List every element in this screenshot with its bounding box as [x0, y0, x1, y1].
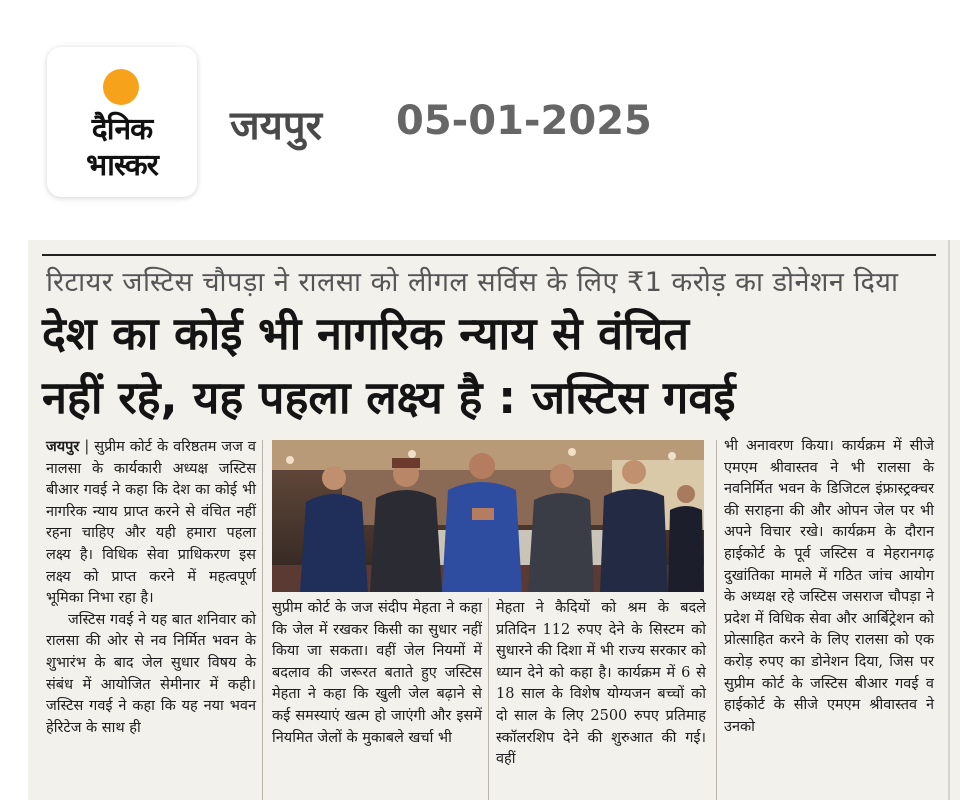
- side-rule: [948, 240, 950, 800]
- header: [0, 0, 960, 240]
- article-headline: [42, 302, 942, 430]
- headline-line2: नहीं रहे, यह पहला लक्ष्य है : जस्टिस गवई: [42, 371, 736, 424]
- article-column-2: [272, 598, 482, 749]
- logo-text-line2: भास्कर: [86, 148, 158, 183]
- dainik-bhaskar-logo: [47, 47, 197, 197]
- article-column-4: [724, 436, 934, 738]
- top-rule: [42, 254, 936, 256]
- paragraph-text: सुप्रीम कोर्ट के वरिष्ठतम जज व नालसा के कार्यकारी अध्यक्ष जस्टिस बीआर गवई ने कहा कि देश का कोई भी नागरिक न्याय प्राप्त करने से वंचित नहीं रहना चाहिए और यही हमारा पहला लक्ष्य है। विधिक सेवा प्राधिकरण इस लक्ष्य को प्राप्त करने में महत्वपूर्ण भूमिका निभा रहा है।: [46, 439, 256, 607]
- paragraph: भी अनावरण किया। कार्यक्रम में सीजे एमएम श्रीवास्तव ने भी रालसा के नवनिर्मित भवन के डिजिटल इंफ्रास्ट्रक्चर की सराहना की और ओपन जेल पर भी अपने विचार रखे। कार्यक्रम के दौरान हाईकोर्ट के पूर्व जस्टिस व मेहरानगढ़ दुखांतिका मामले में गठित जांच आयोग के अध्यक्ष रहे जस्टिस जसराज चौपड़ा ने प्रदेश में विधिक सेवा और आर्बिट्रेशन को प्रोत्साहित करने के लिए रालसा को एक करोड़ रुपए का डोनेशन दिया, जिस पर सुप्रीम कोर्ट के जस्टिस बीआर गवई व हाईकोर्ट के सीजे एमएम श्रीवास्तव ने उनको: [724, 438, 934, 735]
- logo-text-line1: दैनिक: [91, 112, 153, 147]
- event-photo-graphic: [272, 440, 704, 592]
- dateline: जयपुर: [46, 438, 80, 455]
- headline-line1: देश का कोई भी नागरिक न्याय से वंचित: [42, 307, 690, 360]
- newspaper-clipping: [28, 240, 960, 800]
- edition-city: जयपुर: [230, 103, 322, 149]
- edition-date: 05-01-2025: [396, 98, 652, 144]
- column-divider: [262, 440, 263, 800]
- sun-icon: [103, 69, 139, 105]
- event-photo: [272, 440, 704, 592]
- article-column-1: [46, 436, 256, 739]
- column-divider: [488, 598, 489, 800]
- article-kicker: रिटायर जस्टिस चौपड़ा ने रालसा को लीगल सर्विस के लिए ₹1 करोड़ का डोनेशन दिया: [46, 267, 899, 298]
- paragraph: सुप्रीम कोर्ट के जज संदीप मेहता ने कहा कि जेल में रखकर किसी का सुधार नहीं किया जा सकता। वहीं जेल नियमों में बदलाव की जरूरत बताते हुए जस्टिस मेहता ने कहा कि खुली जेल बढ़ाने से कई समस्याएं खत्म हो जाएंगी और इसमें नियमित जेलों के मुकाबले खर्चा भी: [272, 600, 482, 746]
- paragraph: मेहता ने कैदियों को श्रम के बदले प्रतिदिन 112 रुपए देने के सिस्टम को सुधारने की दिशा में भी राज्य सरकार को ध्यान देने को कहा है। कार्यक्रम में 6 से 18 साल के विशेष योग्यजन बच्चों को दो साल के लिए 2500 रुपए प्रतिमाह स्कॉलरशिप देने की शुरुआत की गई। वहीं: [496, 600, 706, 768]
- column-divider: [716, 440, 717, 800]
- paragraph: जस्टिस गवई ने यह बात शनिवार को रालसा की ओर से नव निर्मित भवन के शुभारंभ के बाद जेल सुधार विषय के संबंध में आयोजित सेमीनार में कही। जस्टिस गवई ने कहा कि यह नया भवन हेरिटेज के साथ ही: [46, 611, 256, 736]
- article-column-3: [496, 598, 706, 771]
- paragraph: जयपुर | सुप्रीम कोर्ट के वरिष्ठतम जज व नालसा के कार्यकारी अध्यक्ष जस्टिस बीआर गवई ने कहा कि देश का कोई भी नागरिक न्याय प्राप्त करने से वंचित नहीं रहना चाहिए और यही हमारा पहला लक्ष्य है। विधिक सेवा प्राधिकरण इस लक्ष्य को प्राप्त करने में महत्वपूर्ण भूमिका निभा रहा है।: [46, 438, 256, 607]
